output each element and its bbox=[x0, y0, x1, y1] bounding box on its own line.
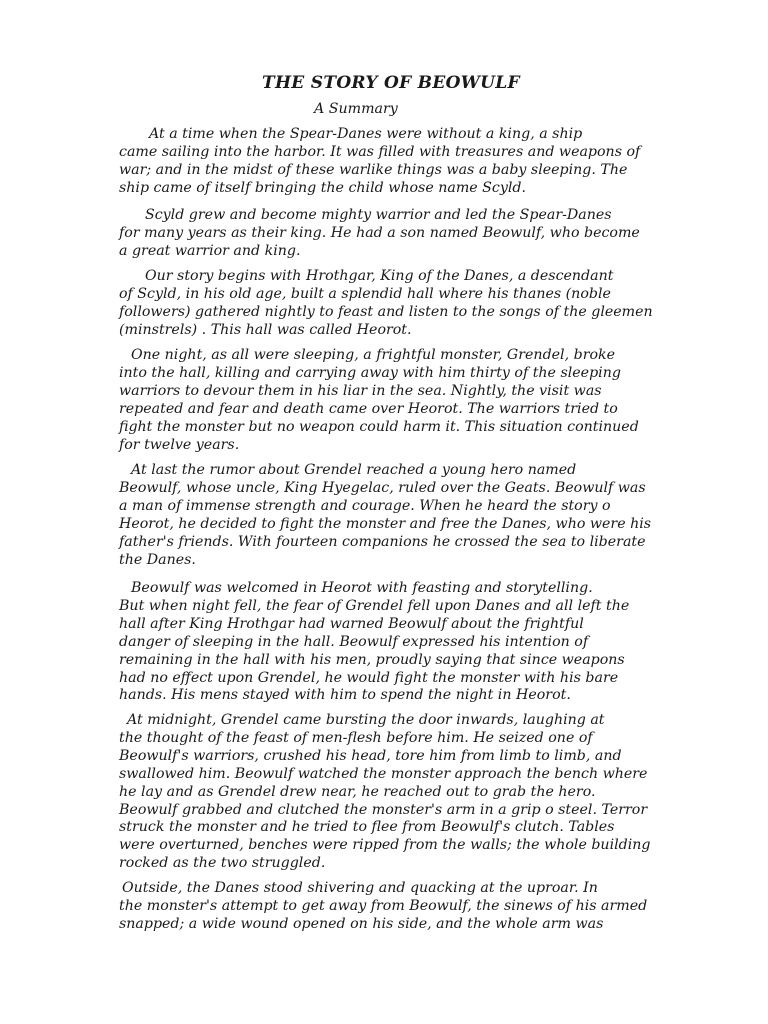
text-line: were overturned, benches were ripped from the walls; the whole building bbox=[119, 837, 651, 854]
text-line: war; and in the midst of these warlike things was a baby sleeping. The bbox=[119, 161, 628, 178]
text-line: a great warrior and king. bbox=[119, 242, 301, 259]
text-line: Heorot, he decided to fight the monster and free the Danes, who were his bbox=[119, 515, 652, 532]
text-line: he lay and as Grendel drew near, he reached out to grab the hero. bbox=[119, 783, 596, 800]
text-line: swallowed him. Beowulf watched the monster approach the bench where bbox=[119, 765, 648, 782]
text-line: Beowulf, whose uncle, King Hyegelac, ruled over the Geats. Beowulf was bbox=[119, 479, 646, 496]
text-line: Beowulf was welcomed in Heorot with feasting and storytelling. bbox=[131, 580, 593, 596]
paragraph-6 bbox=[119, 580, 689, 705]
text-line: rocked as the two struggled. bbox=[119, 855, 326, 872]
text-line: Beowulf grabbed and clutched the monster's arm in a grip o steel. Terror bbox=[119, 801, 648, 818]
text-line: of Scyld, in his old age, built a splendid hall where his thanes (noble bbox=[119, 285, 611, 302]
text-line: At a time when the Spear-Danes were without a king, a ship bbox=[149, 126, 583, 142]
paragraph-4 bbox=[119, 347, 689, 454]
document-title: THE STORY OF BEOWULF bbox=[262, 73, 520, 93]
text-line: a man of immense strength and courage. When he heard the story o bbox=[119, 497, 611, 514]
paragraph-5 bbox=[119, 462, 689, 569]
paragraph-1 bbox=[119, 126, 689, 198]
text-line: snapped; a wide wound opened on his side, and the whole arm was bbox=[119, 915, 604, 932]
text-line: remaining in the hall with his men, proudly saying that since weapons bbox=[119, 651, 625, 668]
text-line: Our story begins with Hrothgar, King of the Danes, a descendant bbox=[145, 268, 614, 284]
text-line: hands. His mens stayed with him to spend the night in Heorot. bbox=[119, 687, 571, 704]
text-line: had no effect upon Grendel, he would fight the monster with his bare bbox=[119, 669, 619, 686]
text-line: Outside, the Danes stood shivering and quacking at the uproar. In bbox=[122, 880, 598, 896]
text-line: ship came of itself bringing the child whose name Scyld. bbox=[119, 179, 526, 196]
paragraph-8 bbox=[119, 880, 689, 934]
text-line: for many years as their king. He had a son named Beowulf, who become bbox=[119, 224, 640, 241]
text-line: repeated and fear and death came over Heorot. The warriors tried to bbox=[119, 400, 618, 417]
text-line: into the hall, killing and carrying away with him thirty of the sleeping bbox=[119, 364, 621, 381]
text-line: danger of sleeping in the hall. Beowulf expressed his intention of bbox=[119, 633, 589, 650]
text-line: the Danes. bbox=[119, 551, 196, 568]
paragraph-3 bbox=[119, 268, 689, 340]
text-line: followers) gathered nightly to feast and listen to the songs of the gleemen bbox=[119, 303, 653, 320]
text-line: for twelve years. bbox=[119, 436, 240, 453]
text-line: struck the monster and he tried to flee from Beowulf's clutch. Tables bbox=[119, 819, 615, 836]
text-line: warriors to devour them in his liar in the sea. Nightly, the visit was bbox=[119, 382, 602, 399]
text-line: At last the rumor about Grendel reached a young hero named bbox=[131, 462, 577, 478]
paragraph-7 bbox=[119, 712, 689, 873]
text-line: At midnight, Grendel came bursting the door inwards, laughing at bbox=[127, 712, 605, 728]
paragraph-2 bbox=[119, 207, 689, 261]
text-line: the monster's attempt to get away from Beowulf, the sinews of his armed bbox=[119, 897, 648, 914]
text-line: came sailing into the harbor. It was filled with treasures and weapons of bbox=[119, 143, 641, 160]
text-line: fight the monster but no weapon could harm it. This situation continued bbox=[119, 418, 639, 435]
text-line: Beowulf's warriors, crushed his head, tore him from limb to limb, and bbox=[119, 747, 622, 764]
text-line: father's friends. With fourteen companions he crossed the sea to liberate bbox=[119, 533, 646, 550]
text-line: But when night fell, the fear of Grendel fell upon Danes and all left the bbox=[119, 597, 630, 614]
text-line: hall after King Hrothgar had warned Beowulf about the frightful bbox=[119, 615, 584, 632]
document-subtitle: A Summary bbox=[314, 101, 398, 117]
text-line: One night, as all were sleeping, a frightful monster, Grendel, broke bbox=[131, 347, 616, 363]
text-line: the thought of the feast of men-flesh before him. He seized one of bbox=[119, 729, 593, 746]
text-line: (minstrels) . This hall was called Heorot. bbox=[119, 321, 412, 338]
text-line: Scyld grew and become mighty warrior and led the Spear-Danes bbox=[145, 207, 612, 223]
